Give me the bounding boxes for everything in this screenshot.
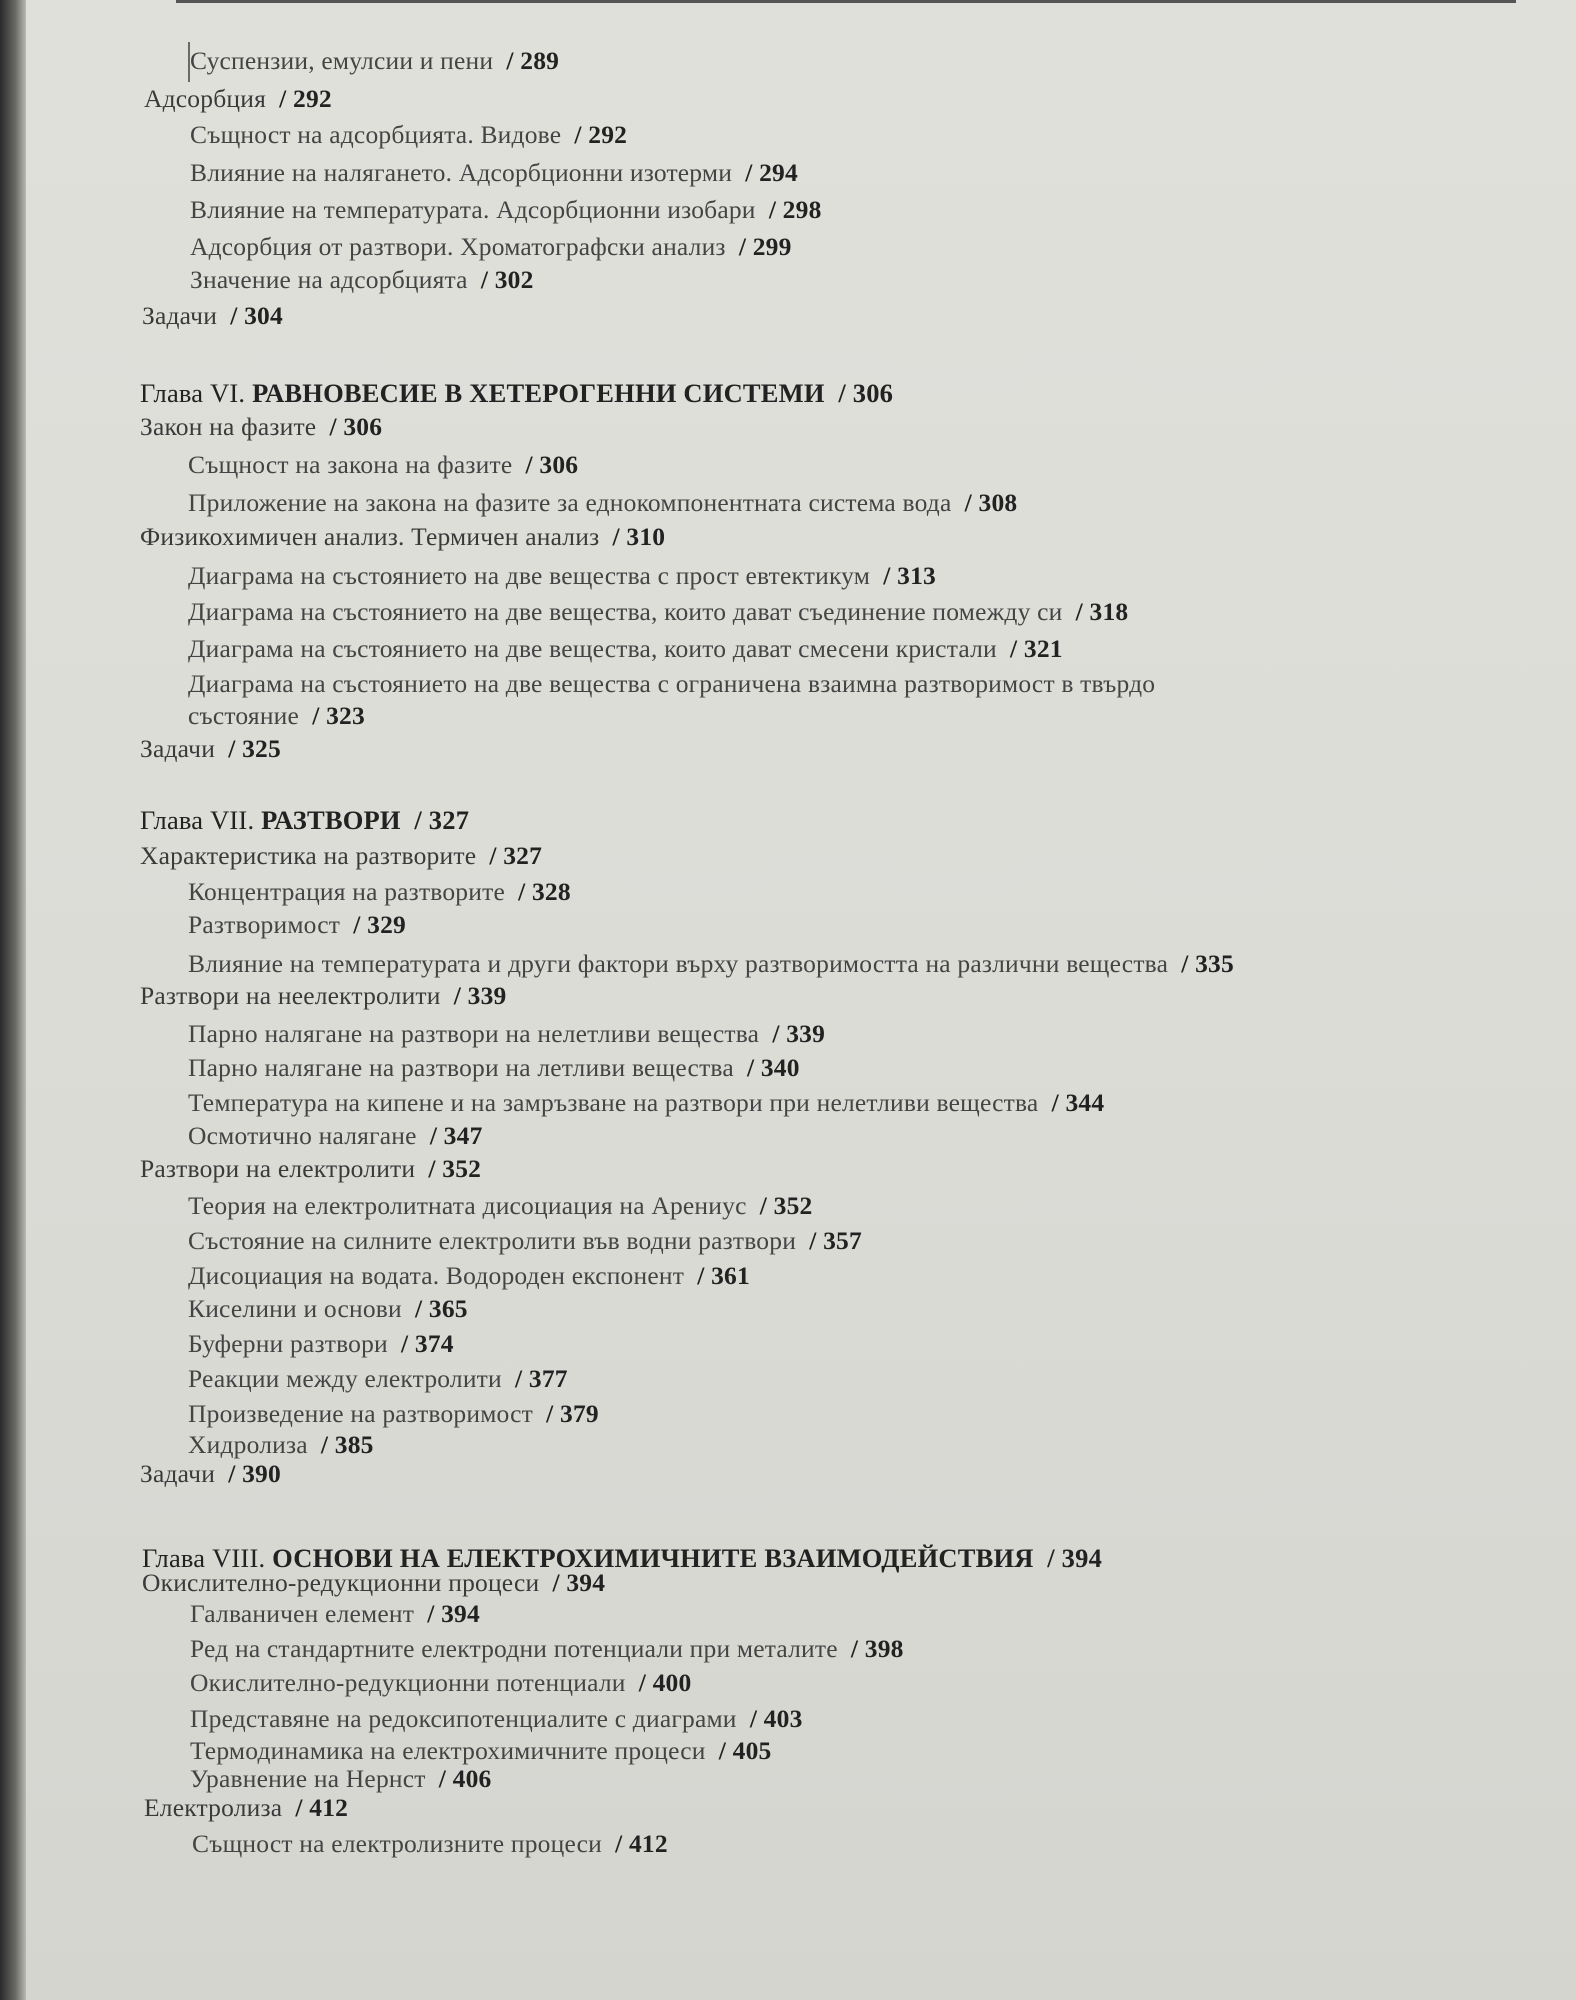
toc-entry: Суспензии, емулсии и пени / 289 <box>190 46 560 75</box>
toc-entry: Задачи / 390 <box>140 1459 281 1488</box>
toc-entry: Ред на стандартните електродни потенциали при металите / 398 <box>190 1634 904 1663</box>
toc-entry: Представяне на редоксипотенциалите с диаграми / 403 <box>190 1704 803 1733</box>
toc-entry: Влияние на температурата и други фактори върху разтворимостта на различни вещества / 335 <box>188 949 1234 978</box>
toc-entry: Задачи / 325 <box>140 734 281 763</box>
book-page <box>26 0 1576 2000</box>
chapter-heading: Глава VIII. ОСНОВИ НА ЕЛЕКТРОХИМИЧНИТЕ ВЗАИМОДЕЙСТВИЯ / 394 <box>142 1543 1103 1573</box>
toc-entry: Парно налягане на разтвори на нелетливи вещества / 339 <box>188 1019 826 1048</box>
toc-entry: Състояние на силните електролити във водни разтвори / 357 <box>188 1226 862 1255</box>
toc-entry: Влияние на температурата. Адсорбционни изобари / 298 <box>190 195 822 224</box>
toc-entry: Парно налягане на разтвори на летливи вещества / 340 <box>188 1053 800 1082</box>
toc-entry: Същност на адсорбцията. Видове / 292 <box>190 120 628 149</box>
toc-entry: Разтворимост / 329 <box>188 910 406 939</box>
toc-entry: Реакции между електролити / 377 <box>188 1364 568 1393</box>
toc-entry: Разтвори на неелектролити / 339 <box>140 981 507 1010</box>
toc-entry: Същност на електролизните процеси / 412 <box>192 1829 668 1858</box>
toc-entry: Произведение на разтворимост / 379 <box>188 1399 599 1428</box>
chapter-heading: Глава VI. РАВНОВЕСИЕ В ХЕТЕРОГЕННИ СИСТЕМИ / 306 <box>140 378 894 408</box>
toc-entry: Разтвори на електролити / 352 <box>140 1154 482 1183</box>
toc-entry: Задачи / 304 <box>142 301 283 330</box>
toc-entry: Адсорбция от разтвори. Хроматографски анализ / 299 <box>190 232 792 261</box>
toc-entry: Концентрация на разтворите / 328 <box>188 877 571 906</box>
toc-entry: Адсорбция / 292 <box>144 84 332 113</box>
toc-entry: Уравнение на Нернст / 406 <box>190 1764 492 1793</box>
toc-entry: Киселини и основи / 365 <box>188 1294 468 1323</box>
toc-entry: Характеристика на разтворите / 327 <box>140 841 543 870</box>
toc-entry: Теория на електролитната дисоциация на Арениус / 352 <box>188 1191 813 1220</box>
toc-entry: Хидролиза / 385 <box>188 1430 374 1459</box>
toc-entry: Термодинамика на електрохимичните процеси / 405 <box>190 1736 772 1765</box>
book-spine-shadow <box>0 0 26 2000</box>
toc-entry: Значение на адсорбцията / 302 <box>190 265 534 294</box>
toc-entry: Електролиза / 412 <box>144 1793 349 1822</box>
toc-entry: Галваничен елемент / 394 <box>190 1599 480 1628</box>
toc-entry: Температура на кипене и на замръзване на разтвори при нелетливи вещества / 344 <box>188 1088 1105 1117</box>
toc-entry: Диаграма на състоянието на две вещества с прост евтектикум / 313 <box>188 561 936 590</box>
toc-entry: Диаграма на състоянието на две вещества, които дават смесени кристали / 321 <box>188 634 1063 663</box>
toc-entry: Диаграма на състоянието на две вещества, които дават съединение помежду си / 318 <box>188 597 1129 626</box>
toc-entry: Окислително-редукционни потенциали / 400 <box>190 1668 692 1697</box>
toc-entry: Влияние на налягането. Адсорбционни изотерми / 294 <box>190 158 798 187</box>
toc-entry: Буферни разтвори / 374 <box>188 1329 454 1358</box>
toc-entry: Осмотично налягане / 347 <box>188 1121 483 1150</box>
toc-entry: Закон на фазите / 306 <box>140 412 383 441</box>
toc-entry: Диаграма на състоянието на две вещества с ограничена взаимна разтворимост в твърдо <box>188 669 1156 698</box>
toc-entry: състояние / 323 <box>188 701 365 730</box>
toc-entry: Приложение на закона на фазите за еднокомпонентната система вода / 308 <box>188 488 1018 517</box>
toc-entry: Дисоциация на водата. Водороден експонент / 361 <box>188 1261 750 1290</box>
chapter-heading: Глава VII. РАЗТВОРИ / 327 <box>140 805 470 835</box>
toc-entry: Окислително-редукционни процеси / 394 <box>142 1568 606 1597</box>
toc-entry: Физикохимичен анализ. Термичен анализ / 310 <box>140 522 666 551</box>
table-of-contents <box>26 0 1576 2000</box>
toc-entry: Същност на закона на фазите / 306 <box>188 450 579 479</box>
